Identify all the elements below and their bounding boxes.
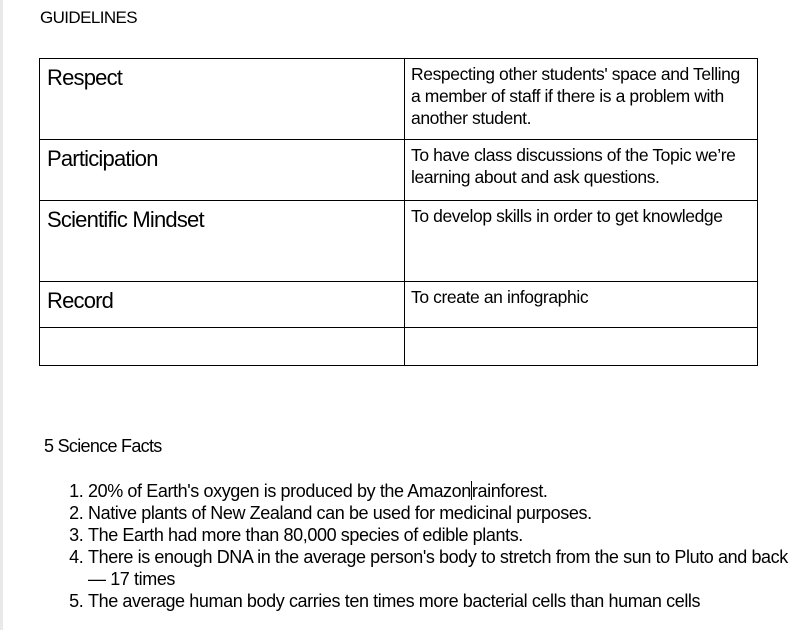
guideline-label-record[interactable]: Record bbox=[40, 282, 405, 328]
facts-list bbox=[64, 480, 788, 612]
table-row bbox=[40, 201, 758, 282]
guideline-description-participation[interactable]: To have class discussions of the Topic we’re learning about and ask questions. bbox=[405, 140, 758, 201]
guideline-description-record[interactable]: To create an infographic bbox=[405, 282, 758, 328]
guideline-label-respect[interactable]: Respect bbox=[40, 59, 405, 140]
page-heading: GUIDELINES bbox=[40, 8, 137, 27]
list-item[interactable]: 3. The Earth had more than 80,000 species of edible plants. bbox=[88, 524, 788, 546]
fact-text: 20% of Earth's oxygen is produced by the Amazon bbox=[88, 481, 471, 501]
guideline-label-scientific-mindset[interactable]: Scientific Mindset bbox=[40, 201, 405, 282]
list-item[interactable]: 2. Native plants of New Zealand can be used for medicinal purposes. bbox=[88, 502, 788, 524]
table-row bbox=[40, 282, 758, 328]
table-row bbox=[40, 140, 758, 201]
list-item[interactable]: 5. The average human body carries ten times more bacterial cells than human cells bbox=[88, 590, 788, 612]
guideline-description-scientific-mindset[interactable]: To develop skills in order to get knowledge bbox=[405, 201, 758, 282]
fact-text: rainforest. bbox=[471, 481, 548, 501]
guideline-description-empty[interactable] bbox=[405, 328, 758, 366]
table-row bbox=[40, 59, 758, 140]
guideline-description-respect[interactable]: Respecting other students' space and Telling a member of staff if there is a problem with another student. bbox=[405, 59, 758, 140]
guidelines-table bbox=[39, 58, 758, 366]
guideline-label-empty[interactable] bbox=[40, 328, 405, 366]
guideline-label-participation[interactable]: Participation bbox=[40, 140, 405, 201]
list-item[interactable] bbox=[88, 480, 788, 502]
table-row bbox=[40, 328, 758, 366]
list-item[interactable]: 4. There is enough DNA in the average person's body to stretch from the sun to Pluto and back — 17 times bbox=[88, 546, 788, 590]
facts-title: 5 Science Facts bbox=[44, 436, 162, 456]
page-left-edge bbox=[0, 0, 3, 630]
